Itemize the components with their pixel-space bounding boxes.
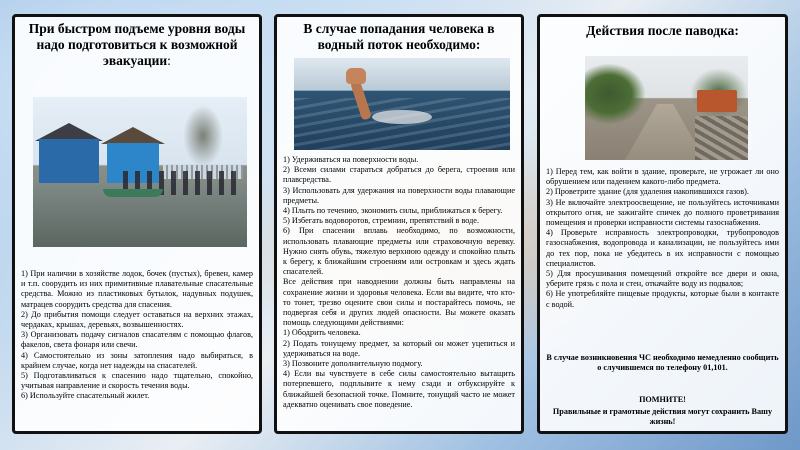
list-item: 2) Подать тонущему предмет, за который он может уцепиться и удерживаться на воде. [283,338,515,358]
list-item: 4) Проверьте исправность электропроводки, трубопроводов газоснабжения, водопровода и канализации, не пользуйтесь ими до тех пор, пока не убедитесь в их исправности с помощью специалистов. [546,228,779,268]
evacuation-title-colon: : [167,53,171,68]
list-item: 4) Если вы чувствуете в себе силы самостоятельно вытащить потерпевшего, подплывите к нему сзади и отбуксируйте к ближайшей безопасной точке. Помните, тонущий часто не может адекватно оценивать свое поведение. [283,369,515,409]
help-intro: Все действия при наводнении должны быть направлены на сохранение жизни и здоровья человека. Если вы видите, что кто-то тонет, трезво оцените свои силы и постарайтесь помочь, не подвергая себя и других людей опасности. Вы можете оказать помощь следующими действиями: [283,277,515,328]
list-item: 2) Всеми силами стараться добраться до берега, строения или плавсредства. [283,165,515,185]
list-item: 5) Для просушивания помещений откройте все двери и окна, уберите грязь с пола и стен, откачайте воду из подвалов; [546,269,779,289]
after-flood-street-photo [585,56,748,160]
list-item: 3) Не включайте электроосвещение, не пользуйтесь источниками открытого огня, не зажигайте спичек до полного проветривания помещения и проверки исправности системы газоснабжения. [546,197,779,228]
list-item: 4) Плыть по течению, экономить силы, приближаться к берегу. [283,206,503,216]
list-item: 1) Перед тем, как войти в здание, проверьте, не угрожает ли оно обрушением или падением какого-либо предмета. [546,167,779,187]
drowning-hand-photo [294,58,510,150]
list-item: 3) Позвоните дополнительную подмогу. [283,359,423,369]
water-flow-title: В случае попадания человека в водный поток необходимо: [303,21,495,52]
list-item: 3) Организовать подачу сигналов спасателям с помощью флагов, факелов, света фонаря или свечи. [21,330,253,350]
list-item: 1) При наличии в хозяйстве лодок, бочек (пустых), бревен, камер и т.п. соорудить из них примитивные плавательные спасательные средства. Можно из пластиковых бутылок, надувных подушек, матрацев соорудить средства для спасения. [21,269,253,309]
slogan-text: Правильные и грамотные действия могут сохранить Вашу жизнь! [552,407,773,427]
flooded-village-photo [33,97,247,247]
after-flood-panel [537,14,788,434]
list-item: 1) Удерживаться на поверхности воды. [283,155,419,164]
list-item: 2) Проветрите здание (для удаления накопившихся газов). [546,187,749,197]
list-item: 5) Избегать водоворотов, стремнин, препятствий в воде. [283,216,479,226]
list-item: 4) Самостоятельно из зоны затопления надо выбираться, в крайнем случае, когда нет надежды на спасателей. [21,350,253,370]
list-item: 6) При спасении вплавь необходимо, по возможности, использовать плавающие предметы или страховочную веревку. Нужно снять обувь, тяжелую верхнюю одежду и спокойно плыть к берегу, к ближайшим строениям или островкам и здесь ждать спасателей. [283,226,515,277]
list-item: 1) Ободрить человека. [283,328,361,338]
evacuation-instructions [21,269,253,402]
evacuation-title-text: При быстром подъеме уровня воды надо подготовиться к возможной эвакуации [28,21,246,68]
water-flow-instructions [283,155,515,410]
evacuation-panel [12,14,262,434]
evacuation-title [21,21,253,69]
remember-heading: ПОМНИТЕ! [639,395,686,404]
list-item: 3) Использовать для удержания на поверхности воды плавающие предметы. [283,185,515,205]
list-item: 5) Подготавливаться к спасению надо тщательно, спокойно, учитывая направление и скорость течения воды. [21,371,253,391]
after-flood-title: Действия после паводка: [586,23,739,38]
list-item: 6) Не употребляйте пищевые продукты, которые были в контакте с водой. [546,289,779,309]
water-flow-panel [274,14,524,434]
after-flood-instructions [546,167,779,310]
list-item: 2) До прибытия помощи следует оставаться на верхних этажах, чердаках, крышах, деревьях, возвышенностях. [21,309,253,330]
emergency-notice: В случае возникновения ЧС необходимо немедленно сообщить о случившемся по телефону 01,101. [546,353,779,373]
list-item: 6) Используйте спасательный жилет. [21,391,150,401]
